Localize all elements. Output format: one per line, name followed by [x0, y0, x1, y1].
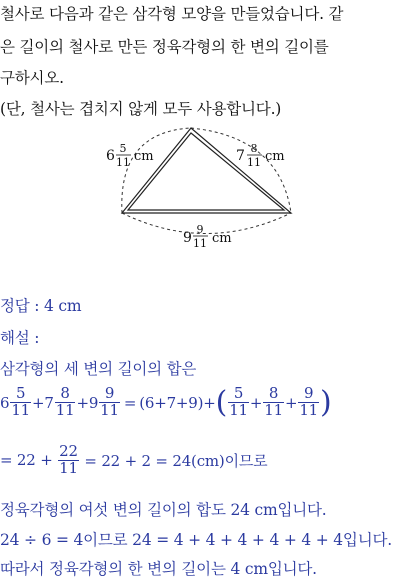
eq1-term3-den: 11	[100, 401, 119, 419]
explanation-line-6: 따라서 정육각형의 한 변의 길이는 4 cm입니다.	[0, 560, 317, 578]
eq1-frac-2	[263, 386, 284, 419]
eq1-plus-4: +	[284, 393, 298, 412]
explanation-label: 해설 :	[0, 329, 40, 347]
answer-line	[0, 294, 81, 316]
right-den: 11	[247, 156, 261, 169]
eq1-group: (6+7+9)+	[139, 393, 216, 412]
eq2-den: 11	[59, 458, 78, 477]
bottom-num: 9	[196, 223, 204, 236]
eq1-term2-den: 11	[55, 401, 75, 419]
eq1-frac-1-den: 11	[229, 401, 248, 419]
eq1-term1-frac	[10, 386, 31, 419]
right-whole: 7	[236, 148, 245, 164]
eq1-term1-num: 5	[10, 386, 31, 403]
right-num: 8	[250, 142, 258, 155]
eq1-term3-frac	[99, 386, 120, 419]
eq2-num: 22	[59, 442, 78, 460]
bottom-side-arc	[122, 213, 291, 234]
eq1-term3-whole: 9	[88, 393, 99, 412]
eq1-close-paren: )	[320, 385, 332, 420]
eq1-frac-2-den: 11	[264, 401, 283, 419]
eq1-term2-frac	[55, 386, 76, 419]
eq1-frac-1-num: 5	[228, 386, 249, 403]
eq1-plus-2: +	[76, 393, 89, 412]
eq1-frac-3	[298, 386, 319, 419]
triangle-wire-inner	[128, 133, 284, 210]
eq1-frac-1	[228, 386, 249, 419]
bottom-unit: cm	[212, 231, 232, 246]
problem-line-3: 구하시오.	[0, 69, 64, 87]
eq1-open-paren: (	[215, 385, 228, 420]
eq1-term3-num: 9	[99, 386, 120, 403]
eq1-frac-2-num: 8	[263, 386, 284, 403]
eq1-term2-num: 8	[55, 386, 76, 403]
triangle-figure	[0, 122, 400, 252]
answer-value: 4 cm	[44, 297, 82, 315]
eq1-frac-3-num: 9	[298, 386, 319, 403]
problem-line-1: 철사로 다음과 같은 삼각형 모양을 만들었습니다. 같	[0, 5, 344, 23]
eq1-plus-1: +	[32, 393, 45, 412]
eq2-suffix: = 22 + 2 = 24(cm)이므로	[79, 451, 268, 470]
equation-1	[0, 385, 332, 420]
bottom-den: 11	[193, 237, 207, 250]
eq2-frac	[58, 444, 79, 477]
problem-line-4: (단, 철사는 겹치지 않게 모두 사용합니다.)	[0, 100, 282, 118]
triangle-wire-outer	[119, 128, 291, 213]
eq1-plus-3: +	[249, 393, 263, 412]
right-unit: cm	[265, 149, 285, 164]
left-den: 11	[116, 156, 130, 169]
explanation-line-5: 24 ÷ 6 = 4이므로 24 = 4 + 4 + 4 + 4 + 4 + 4입니다.	[0, 531, 392, 549]
left-unit: cm	[134, 149, 154, 164]
equation-2	[0, 444, 267, 477]
eq2-prefix: = 22 +	[0, 451, 58, 470]
left-whole: 6	[106, 148, 115, 164]
problem-line-2: 은 길이의 철사로 만든 정육각형의 한 변의 길이를	[0, 38, 329, 56]
eq1-term2-whole: 7	[44, 393, 54, 412]
eq1-term1-den: 11	[11, 401, 31, 419]
eq1-equals: =	[123, 393, 137, 412]
left-num: 5	[119, 142, 127, 155]
answer-label: 정답 :	[0, 297, 45, 315]
explanation-line-4: 정육각형의 여섯 변의 길이의 합도 24 cm입니다.	[0, 501, 327, 519]
eq1-term1-whole: 6	[0, 393, 10, 412]
explanation-line-1: 삼각형의 세 변의 길이의 합은	[0, 360, 197, 378]
eq1-frac-3-den: 11	[299, 401, 318, 419]
bottom-whole: 9	[183, 230, 192, 246]
